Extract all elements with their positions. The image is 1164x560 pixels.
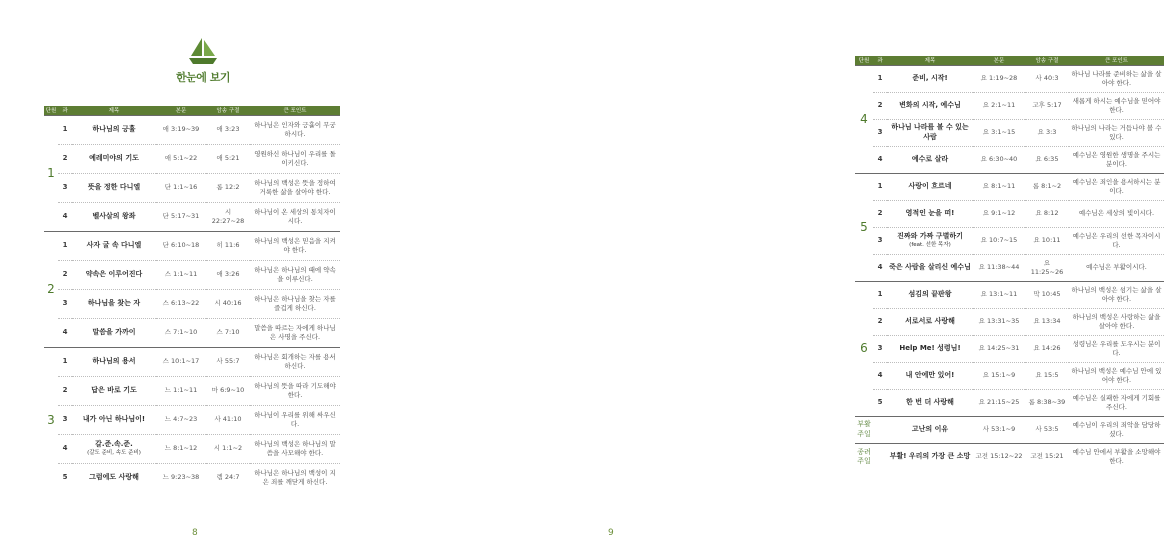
lesson-number: 1 — [873, 65, 887, 92]
table-row — [44, 434, 340, 463]
memory-verse: 스 7:10 — [206, 318, 250, 347]
memory-verse: 사 41:10 — [206, 405, 250, 434]
memory-verse: 롬 8:1~2 — [1025, 173, 1069, 200]
lesson-title — [887, 119, 973, 146]
lesson-title-text: 부활! 우리의 가장 큰 소망 — [889, 452, 971, 461]
lesson-number — [873, 416, 887, 443]
unit-label: 3 — [44, 347, 58, 492]
memory-verse: 렘 24:7 — [206, 463, 250, 492]
bible-text: 느 1:1~11 — [156, 376, 206, 405]
bible-text: 스 6:13~22 — [156, 289, 206, 318]
table-row — [44, 115, 340, 144]
table-row — [855, 200, 1164, 227]
lesson-title-text: 진짜와 가짜 구별하기 — [897, 232, 963, 241]
table-row — [44, 260, 340, 289]
table-row — [855, 443, 1164, 470]
memory-verse: 요 6:35 — [1025, 146, 1069, 173]
lesson-title-text: 갈.준.속.준. — [95, 440, 133, 449]
bible-text: 단 6:10~18 — [156, 231, 206, 260]
lesson-title-text: 예레미야의 기도 — [89, 153, 139, 162]
lesson-title — [72, 347, 156, 376]
big-point: 하나님의 백성은 섬기는 삶을 살아야 한다. — [1069, 281, 1164, 308]
bible-text: 단 5:17~31 — [156, 202, 206, 231]
lesson-title-text: 준비, 시작! — [912, 73, 948, 82]
lesson-title — [72, 202, 156, 231]
lesson-subtitle: (갈도 준비, 속도 준비) — [87, 449, 141, 456]
lesson-title — [887, 416, 973, 443]
big-point: 하나님 나라를 준비하는 삶을 살아야 한다. — [1069, 65, 1164, 92]
lesson-number: 3 — [873, 227, 887, 254]
table-header-row — [44, 106, 340, 115]
table-row — [44, 318, 340, 347]
page-number: 9 — [608, 528, 614, 538]
memory-verse: 시 40:16 — [206, 289, 250, 318]
header-point: 큰 포인트 — [250, 106, 340, 115]
memory-verse: 히 11:6 — [206, 231, 250, 260]
unit-label: 5 — [855, 173, 873, 281]
lesson-title-text: Help Me! 성령님! — [899, 343, 961, 352]
lesson-title — [887, 389, 973, 416]
header-unit: 단원 — [855, 56, 873, 65]
bible-text: 단 1:1~16 — [156, 173, 206, 202]
sailboat-icon — [186, 36, 220, 66]
big-point: 하나님의 뜻을 따라 기도해야 한다. — [250, 376, 340, 405]
table-row — [44, 376, 340, 405]
lesson-number: 1 — [873, 281, 887, 308]
memory-verse: 요 10:11 — [1025, 227, 1069, 254]
memory-verse: 요 11:25~26 — [1025, 254, 1069, 281]
table-row — [855, 146, 1164, 173]
header-lesson: 과 — [873, 56, 887, 65]
lesson-title — [887, 335, 973, 362]
lesson-subtitle: (feat. 선한 목자) — [909, 241, 951, 248]
table-row — [855, 254, 1164, 281]
memory-verse: 사 40:3 — [1025, 65, 1069, 92]
big-point: 하나님의 백성은 믿음을 지켜야 한다. — [250, 231, 340, 260]
lesson-number: 1 — [873, 173, 887, 200]
lesson-number: 4 — [58, 434, 72, 463]
lesson-title-text: 예수로 살라 — [911, 154, 949, 163]
unit-label: 2 — [44, 231, 58, 347]
big-point: 하나님은 하나님의 때에 약속을 이루신다. — [250, 260, 340, 289]
lesson-title-text: 섬김의 끝판왕 — [908, 289, 952, 298]
header-unit: 단원 — [44, 106, 58, 115]
big-point: 하나님의 백성은 예수님 안에 있어야 한다. — [1069, 362, 1164, 389]
table-row — [855, 362, 1164, 389]
bible-text: 요 11:38~44 — [973, 254, 1025, 281]
bible-text: 요 6:30~40 — [973, 146, 1025, 173]
bible-text: 느 9:23~38 — [156, 463, 206, 492]
lesson-number: 4 — [873, 254, 887, 281]
page-title: 한눈에 보기 — [176, 71, 230, 84]
lesson-number: 2 — [873, 200, 887, 227]
memory-verse: 롬 12:2 — [206, 173, 250, 202]
big-point: 예수님은 세상의 빛이시다. — [1069, 200, 1164, 227]
lesson-title-text: 뜻을 정한 다니엘 — [87, 182, 141, 191]
lesson-number: 2 — [873, 308, 887, 335]
table-row — [855, 389, 1164, 416]
lesson-number: 4 — [873, 362, 887, 389]
table-row — [44, 173, 340, 202]
big-point: 예수님은 우리의 선한 목자이시다. — [1069, 227, 1164, 254]
lesson-title — [887, 254, 973, 281]
bible-text: 요 1:19~28 — [973, 65, 1025, 92]
memory-verse: 애 3:26 — [206, 260, 250, 289]
lesson-title — [887, 362, 973, 389]
bible-text: 사 53:1~9 — [973, 416, 1025, 443]
unit-label: 1 — [44, 115, 58, 231]
big-point: 예수님이 우리의 죄악을 담당하셨다. — [1069, 416, 1164, 443]
page-number: 8 — [192, 528, 198, 538]
header-text: 본문 — [973, 56, 1025, 65]
lesson-title — [72, 405, 156, 434]
bible-text: 스 10:1~17 — [156, 347, 206, 376]
lesson-title-text: 벨사살의 왕좌 — [92, 211, 136, 220]
lesson-title — [887, 92, 973, 119]
lesson-title-text: 변화의 시작, 예수님 — [899, 100, 961, 109]
table-row — [855, 65, 1164, 92]
table-row — [44, 463, 340, 492]
big-point: 하나님의 나라는 거듭나야 볼 수 있다. — [1069, 119, 1164, 146]
header-lesson: 과 — [58, 106, 72, 115]
table-row — [44, 405, 340, 434]
lesson-title-text: 죽은 사람을 살리신 예수님 — [889, 262, 971, 271]
lesson-title-text: 내가 아닌 하나님이! — [82, 414, 146, 423]
lesson-number: 4 — [58, 202, 72, 231]
bible-text: 요 13:1~11 — [973, 281, 1025, 308]
big-point: 하나님은 회개하는 자를 용서하신다. — [250, 347, 340, 376]
lesson-title — [72, 144, 156, 173]
big-point: 예수님은 죄인을 용서하시는 분이다. — [1069, 173, 1164, 200]
right-page — [400, 0, 1162, 560]
table-row — [855, 227, 1164, 254]
table-row — [855, 335, 1164, 362]
lesson-title — [72, 463, 156, 492]
bible-text: 요 13:31~35 — [973, 308, 1025, 335]
lesson-title-text: 하나님을 찾는 자 — [87, 298, 141, 307]
memory-verse: 마 6:9~10 — [206, 376, 250, 405]
memory-verse: 애 3:23 — [206, 115, 250, 144]
memory-verse: 막 10:45 — [1025, 281, 1069, 308]
big-point: 예수님은 영원한 생명을 주시는 분이다. — [1069, 146, 1164, 173]
bible-text: 요 2:1~11 — [973, 92, 1025, 119]
lesson-number: 3 — [58, 289, 72, 318]
memory-verse: 고후 5:17 — [1025, 92, 1069, 119]
bible-text: 느 8:1~12 — [156, 434, 206, 463]
lesson-title — [887, 443, 973, 470]
lesson-title-text: 답은 바로 기도 — [91, 385, 137, 394]
unit-label: 4 — [855, 65, 873, 173]
lesson-title — [887, 65, 973, 92]
bible-text: 요 21:15~25 — [973, 389, 1025, 416]
lesson-title — [72, 260, 156, 289]
lesson-title-text: 약속은 이루어진다 — [85, 269, 143, 278]
memory-verse: 요 13:34 — [1025, 308, 1069, 335]
header-text: 본문 — [156, 106, 206, 115]
big-point: 예수님 안에서 부활을 소망해야 한다. — [1069, 443, 1164, 470]
table-row — [855, 308, 1164, 335]
lesson-number: 4 — [873, 146, 887, 173]
lesson-title-text: 사자 굴 속 다니엘 — [86, 240, 142, 249]
overview-logo — [168, 36, 238, 85]
lesson-number: 2 — [58, 144, 72, 173]
lesson-number: 3 — [873, 119, 887, 146]
lesson-title-text: 하나님의 긍휼 — [92, 124, 136, 133]
lesson-title-text: 하나님의 용서 — [92, 356, 136, 365]
memory-verse: 고전 15:21 — [1025, 443, 1069, 470]
table-row — [44, 347, 340, 376]
memory-verse: 요 14:26 — [1025, 335, 1069, 362]
lesson-title-text: 사랑이 흐르네 — [908, 181, 952, 190]
unit-label: 종려 주일 — [855, 443, 873, 470]
big-point: 하나님은 인자와 긍휼이 무궁하시다. — [250, 115, 340, 144]
lesson-title-text: 영적인 눈을 떠! — [905, 208, 955, 217]
big-point: 말씀을 따르는 자에게 하나님은 사명을 주신다. — [250, 318, 340, 347]
table-header-row — [855, 56, 1164, 65]
lesson-title-text: 서로서로 사랑해 — [905, 316, 955, 325]
lesson-title-text: 내 안에만 있어! — [905, 370, 955, 379]
bible-text: 요 3:1~15 — [973, 119, 1025, 146]
lesson-title — [887, 227, 973, 254]
bible-text: 요 9:1~12 — [973, 200, 1025, 227]
memory-verse: 시 22:27~28 — [206, 202, 250, 231]
table-row — [855, 92, 1164, 119]
lesson-number: 3 — [873, 335, 887, 362]
overview-table-right — [855, 56, 1164, 470]
lesson-number — [873, 443, 887, 470]
lesson-title — [887, 308, 973, 335]
table-row — [855, 173, 1164, 200]
lesson-number: 3 — [58, 173, 72, 202]
lesson-title — [887, 173, 973, 200]
memory-verse: 시 1:1~2 — [206, 434, 250, 463]
lesson-number: 1 — [58, 231, 72, 260]
header-memory: 암송 구절 — [1025, 56, 1069, 65]
lesson-title — [72, 115, 156, 144]
lesson-title-text: 그럼에도 사랑해 — [89, 473, 139, 482]
big-point: 성령님은 우리를 도우시는 분이다. — [1069, 335, 1164, 362]
lesson-title-text: 고난의 이유 — [911, 424, 949, 433]
bible-text: 스 7:1~10 — [156, 318, 206, 347]
lesson-number: 1 — [58, 347, 72, 376]
bible-text: 요 14:25~31 — [973, 335, 1025, 362]
overview-table-left — [44, 106, 340, 492]
bible-text: 요 8:1~11 — [973, 173, 1025, 200]
bible-text: 스 1:1~11 — [156, 260, 206, 289]
memory-verse: 요 3:3 — [1025, 119, 1069, 146]
lesson-title — [72, 289, 156, 318]
bible-text: 애 3:19~39 — [156, 115, 206, 144]
unit-label: 6 — [855, 281, 873, 416]
big-point: 하나님은 하나님을 찾는 자를 즐겁게 하신다. — [250, 289, 340, 318]
lesson-number: 4 — [58, 318, 72, 347]
table-row — [44, 289, 340, 318]
lesson-title — [72, 376, 156, 405]
table-row — [44, 144, 340, 173]
big-point: 예수님은 실패한 자에게 기회를 주신다. — [1069, 389, 1164, 416]
bible-text: 애 5:1~22 — [156, 144, 206, 173]
header-memory: 암송 구절 — [206, 106, 250, 115]
lesson-number: 2 — [873, 92, 887, 119]
memory-verse: 롬 8:38~39 — [1025, 389, 1069, 416]
header-title: 제목 — [72, 106, 156, 115]
lesson-title — [72, 231, 156, 260]
lesson-number: 5 — [58, 463, 72, 492]
lesson-number: 5 — [873, 389, 887, 416]
big-point: 하나님의 백성은 사랑하는 삶을 살아야 한다. — [1069, 308, 1164, 335]
lesson-title-text: 한 번 더 사랑해 — [906, 397, 954, 406]
lesson-title — [887, 281, 973, 308]
table-row — [44, 202, 340, 231]
big-point: 예수님은 부활이시다. — [1069, 254, 1164, 281]
lesson-number: 1 — [58, 115, 72, 144]
lesson-number: 3 — [58, 405, 72, 434]
big-point: 새롭게 하시는 예수님을 믿어야 한다. — [1069, 92, 1164, 119]
unit-label: 부활 주일 — [855, 416, 873, 443]
lesson-title — [72, 173, 156, 202]
left-page — [0, 0, 400, 560]
header-point: 큰 포인트 — [1069, 56, 1164, 65]
memory-verse: 사 55:7 — [206, 347, 250, 376]
memory-verse: 요 8:12 — [1025, 200, 1069, 227]
lesson-title-text: 하나님 나라를 볼 수 있는 사람 — [891, 123, 969, 141]
table-row — [855, 119, 1164, 146]
big-point: 하나님이 온 세상의 통치자이시다. — [250, 202, 340, 231]
lesson-number: 2 — [58, 260, 72, 289]
lesson-title — [887, 146, 973, 173]
memory-verse: 애 5:21 — [206, 144, 250, 173]
bible-text: 요 10:7~15 — [973, 227, 1025, 254]
bible-text: 요 15:1~9 — [973, 362, 1025, 389]
big-point: 하나님은 하나님의 백성이 지은 죄를 깨닫게 하신다. — [250, 463, 340, 492]
big-point: 영원하신 하나님이 우리를 돌이키신다. — [250, 144, 340, 173]
bible-text: 느 4:7~23 — [156, 405, 206, 434]
lesson-title — [887, 200, 973, 227]
table-row — [855, 281, 1164, 308]
lesson-title — [72, 434, 156, 463]
lesson-number: 2 — [58, 376, 72, 405]
big-point: 하나님이 우리를 위해 싸우신다. — [250, 405, 340, 434]
big-point: 하나님의 백성은 뜻을 정하여 거룩한 삶을 살아야 한다. — [250, 173, 340, 202]
table-row — [44, 231, 340, 260]
big-point: 하나님의 백성은 하나님의 말씀을 사모해야 한다. — [250, 434, 340, 463]
lesson-title — [72, 318, 156, 347]
memory-verse: 사 53:5 — [1025, 416, 1069, 443]
header-title: 제목 — [887, 56, 973, 65]
bible-text: 고전 15:12~22 — [973, 443, 1025, 470]
memory-verse: 요 15:5 — [1025, 362, 1069, 389]
table-row — [855, 416, 1164, 443]
lesson-title-text: 말씀을 가까이 — [92, 327, 136, 336]
